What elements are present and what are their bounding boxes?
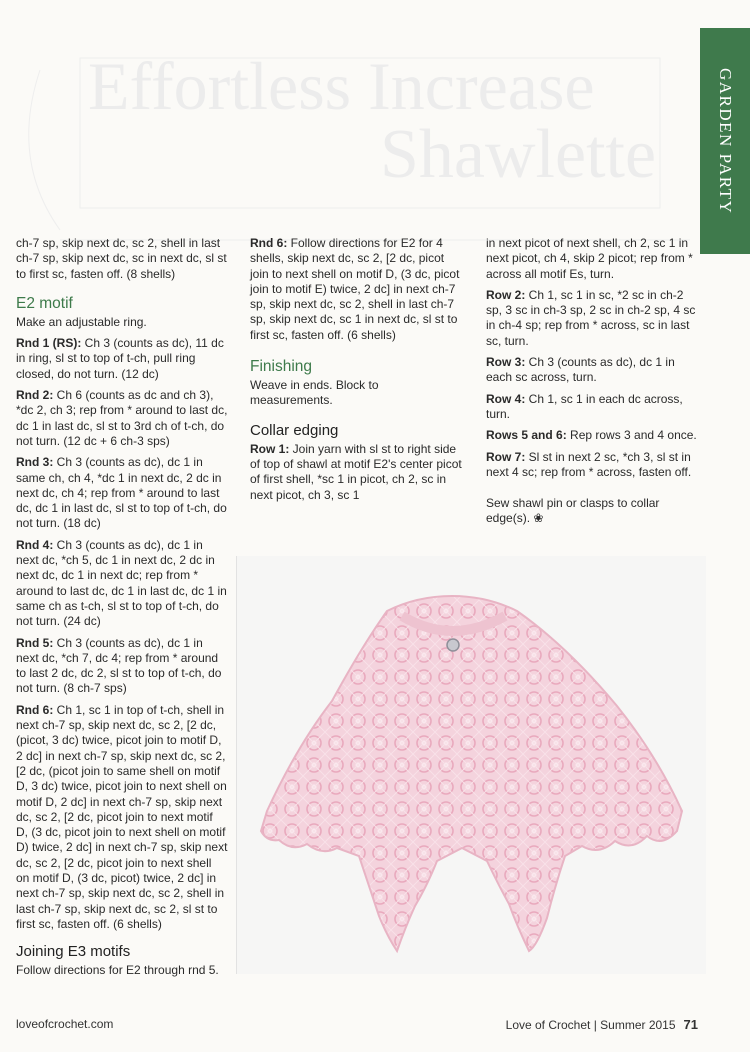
- rnd6: Rnd 6: Ch 1, sc 1 in top of t-ch, shell in next ch-7 sp, skip next dc, sc 2, [2 dc, (picot, 3 dc) twice, picot join to motif D, 2 dc] in next ch-7 sp, skip next dc, sc 2, [2 dc, (picot join to same shell on motif D, 3 dc) twice, picot join to next shell on motif D, 2 dc] in next ch-7 sp, skip next dc, sc 2, [2 dc, picot join to next motif D, (3 dc, picot join to next shell on motif D) twice, 2 dc] in next ch-7 sp, skip next dc, sc 2, [2 dc, picot join to next shell on motif D, (3 dc, picot) twice, 2 dc] in next ch-7 sp, skip next dc, sc 2, shell in last ch-7 sp, skip next dc, sc 2, sl st to first sc, fasten off. (6 shells): [16, 702, 228, 931]
- end-mark-icon: ❀: [533, 511, 544, 526]
- row1: Row 1: Join yarn with sl st to right side of top of shawl at motif E2's center picot of first shell, *sc 1 in picot, ch 2, sc in next picot, ch 3, sc 1: [250, 441, 462, 502]
- column-3: [486, 236, 698, 533]
- finishing-text: Weave in ends. Block to measurements.: [250, 378, 379, 408]
- rows5-6: Rows 5 and 6: Rep rows 3 and 4 once.: [486, 428, 697, 443]
- rnd5: Rnd 5: Ch 3 (counts as dc), dc 1 in next dc, *ch 7, dc 4; rep from * around to last 2 dc, dc 2, sl st to top of t-ch, do not turn. (8 ch-7 sps): [16, 635, 222, 696]
- e2-intro: Make an adjustable ring.: [16, 314, 147, 329]
- e3-text: Follow directions for E2 through rnd 5.: [16, 963, 219, 978]
- shawl-illustration: [237, 556, 707, 974]
- rnd3: Rnd 3: Ch 3 (counts as dc), dc 1 in same ch, ch 4, *dc 1 in next dc, 2 dc in next dc, ch 4; rep from * around to last dc, dc 1 in last dc, sl st to top of t-ch, do not turn. (18 dc): [16, 455, 227, 531]
- column-2: [250, 236, 462, 509]
- section-tab-label: GARDEN PARTY: [716, 67, 735, 215]
- rnd4: Rnd 4: Ch 3 (counts as dc), dc 1 in next dc, *ch 5, dc 1 in next dc, 2 dc in next dc, dc 1 in next dc; rep from * around to last dc, dc 1 in last dc, dc 1 in same ch as t-ch, sl st to top of t-ch, do not turn. (24 dc): [16, 537, 227, 629]
- column1-intro: ch-7 sp, skip next dc, sc 2, shell in last ch-7 sp, skip next dc, sc in next dc, sl st to first sc, fasten off. (8 shells): [16, 236, 227, 281]
- row2: Row 2: Ch 1, sc 1 in sc, *2 sc in ch-2 sp, 3 sc in ch-3 sp, 2 sc in ch-2 sp, 4 sc in ch-4 sp; rep from * across, sc in last sc, turn.: [486, 287, 696, 348]
- footer-website: loveofcrochet.com: [16, 1017, 114, 1031]
- footer-magazine: Love of Crochet: [505, 1018, 591, 1032]
- background-title-line2: Shawlette: [380, 116, 657, 193]
- shawl-body: [261, 596, 682, 951]
- footer-issue: Summer 2015: [600, 1018, 676, 1032]
- finishing-heading: Finishing: [250, 358, 313, 376]
- row3: Row 3: Ch 3 (counts as dc), dc 1 in each sc across, turn.: [486, 355, 675, 385]
- e2-motif-heading: E2 motif: [16, 294, 73, 312]
- column-1: [16, 236, 228, 984]
- footer-publication: Love of Crochet | Summer 2015 71: [505, 1017, 698, 1032]
- row7: Row 7: Sl st in next 2 sc, *ch 3, sl st in next 4 sc; rep from * across, fasten off.: [486, 449, 692, 479]
- joining-e3-heading: Joining E3 motifs: [16, 943, 131, 961]
- page-number: 71: [683, 1017, 698, 1032]
- section-tab: [700, 28, 750, 254]
- row1-cont: in next picot of next shell, ch 2, sc 1 in next picot, ch 4, skip 2 picot; rep from * across all motif Es, turn.: [486, 236, 693, 281]
- e3-rnd6: Rnd 6: Follow directions for E2 for 4 shells, skip next dc, sc 2, [2 dc, picot join to next shell on motif D, (3 dc, picot join to motif E) twice, 2 dc] in next ch-7 sp, skip next dc, sc 2, shell in last ch-7 sp, skip next dc, sc 1 in next dc, sl st to first sc, fasten off. (6 shells): [250, 236, 460, 342]
- rnd1: Rnd 1 (RS): Ch 3 (counts as dc), 11 dc in ring, sl st to top of t-ch, pull ring closed, do not turn. (12 dc): [16, 336, 224, 381]
- collar-edging-heading: Collar edging: [250, 421, 339, 439]
- shawl-pin: [447, 639, 459, 651]
- closing-text: Sew shawl pin or clasps to collar edge(s). ❀: [486, 496, 660, 526]
- rnd2: Rnd 2: Ch 6 (counts as dc and ch 3), *dc 2, ch 3; rep from * around to last dc, dc 1 in last dc, sl st to 3rd ch of t-ch, do not turn. (12 dc + 6 ch-3 sps): [16, 388, 228, 448]
- row4: Row 4: Ch 1, sc 1 in each dc across, turn.: [486, 391, 683, 421]
- background-title-line1: Effortless Increase: [88, 48, 595, 124]
- shawl-photo: [236, 556, 706, 974]
